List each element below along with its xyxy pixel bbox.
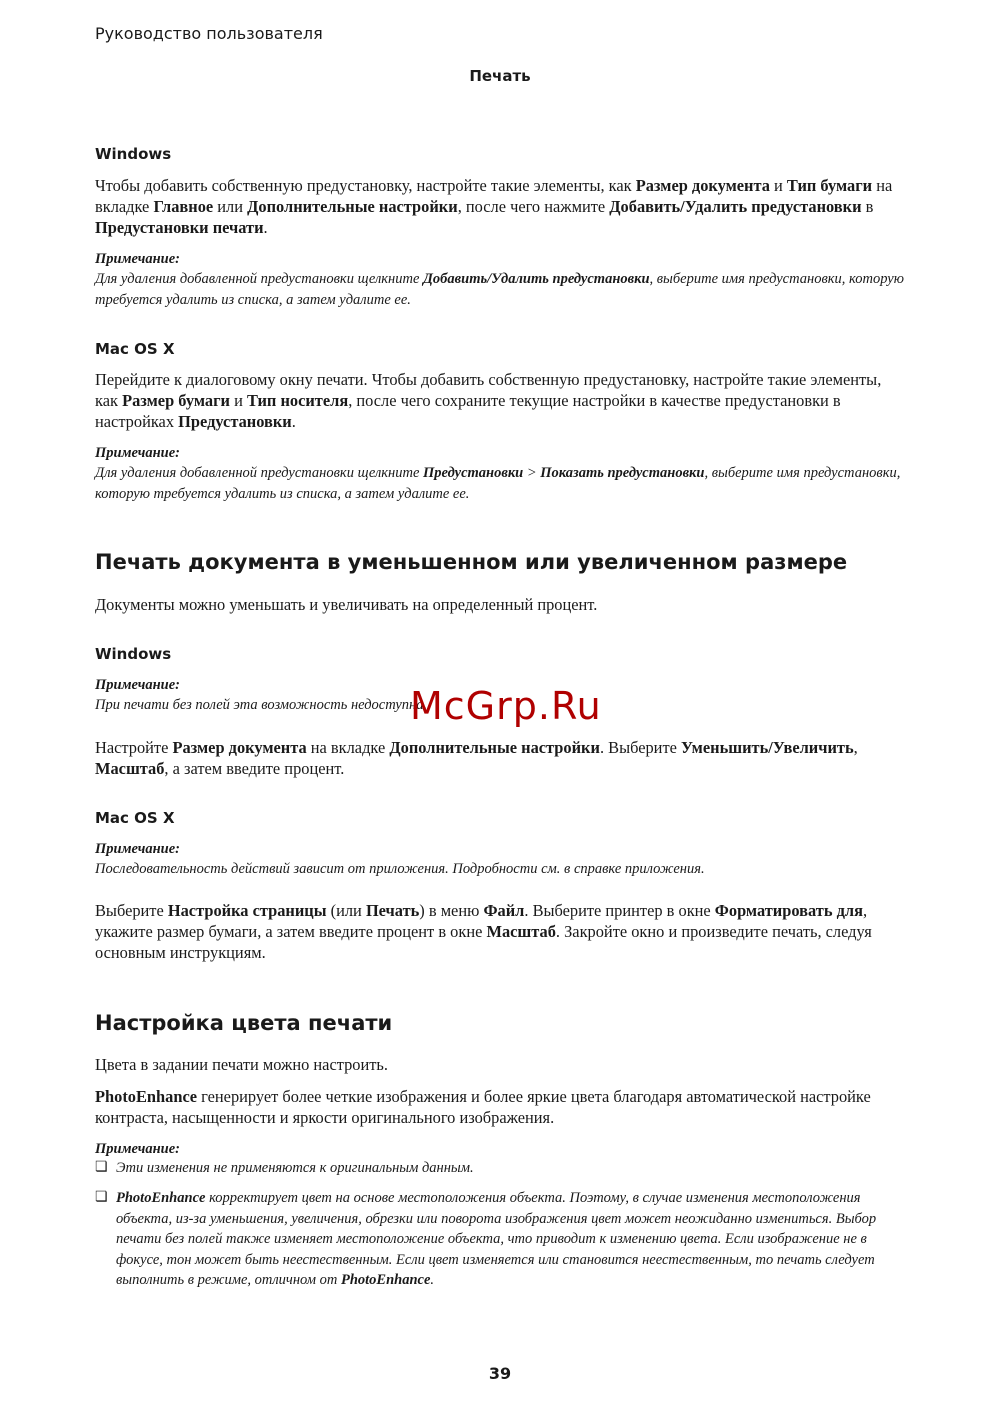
color-intro: Цвета в задании печати можно настроить. [95, 1055, 388, 1074]
resize-section-title: Печать документа в уменьшенном или увеличенном размере [95, 550, 848, 574]
guide-title: Руководство пользователя [95, 24, 323, 43]
color-paragraph: PhotoEnhance генерирует более четкие изображения и более яркие цвета благодаря автоматической настройке контраста, насыщенности и яркости оригинального изображения. [95, 1087, 871, 1127]
mac-note-label: Примечание: [95, 445, 181, 461]
resize-windows-heading: Windows [95, 645, 172, 663]
windows-note: Для удаления добавленной предустановки щелкните Добавить/Удалить предустановки, выберите имя предустановки, которую требуется удалить из списка, а затем удалите ее. [95, 271, 904, 308]
windows-paragraph: Чтобы добавить собственную предустановку, настройте такие элементы, как Размер документа и Тип бумаги на вкладке Главное или Дополнительные настройки, после чего нажмите Добавить/Удалить предустановки в Предустановки печати. [95, 176, 893, 237]
watermark: McGrp.Ru [410, 684, 602, 728]
page-number: 39 [488, 1364, 512, 1383]
resize-mac-note-label: Примечание: [95, 841, 181, 857]
resize-windows-note-label: Примечание: [95, 677, 181, 693]
color-note-bullet: ❏ Эти изменения не применяются к оригинальным данным. [95, 1158, 905, 1179]
color-note-bullet: ❏ PhotoEnhance корректирует цвет на основе местоположения объекта. Поэтому, в случае изменения местоположения объекта, из-за уменьшения, увеличения, обрезки или поворота изображения цвет может неожиданно измениться. Выбор печати без полей также изменяет местоположение объекта, что приводит к изменению цвета. Если изображение не в фокусе, тон может быть неестественным. Если цвет изменяется или становится неестественным, то печать следует выполнить в режиме, отличном от PhotoEnhance. [95, 1190, 877, 1288]
checkbox-bullet-icon: ❏ [95, 1190, 108, 1205]
mac-paragraph: Перейдите к диалоговому окну печати. Чтобы добавить собственную предустановку, настройте такие элементы, как Размер бумаги и Тип носителя, после чего сохраните текущие настройки в качестве предустановки в настройках Предустановки. [95, 370, 882, 431]
resize-windows-paragraph: Настройте Размер документа на вкладке Дополнительные настройки. Выберите Уменьшить/Увеличить, Масштаб, а затем введите процент. [95, 738, 858, 778]
resize-intro: Документы можно уменьшать и увеличивать на определенный процент. [95, 595, 598, 614]
mac-note: Для удаления добавленной предустановки щелкните Предустановки > Показать предустановки, выберите имя предустановки, которую требуется удалить из списка, а затем удалите ее. [95, 465, 901, 502]
resize-mac-paragraph: Выберите Настройка страницы (или Печать) в меню Файл. Выберите принтер в окне Форматировать для, укажите размер бумаги, а затем введите процент в окне Масштаб. Закройте окно и произведите печать, следуя основным инструкциям. [95, 901, 872, 962]
checkbox-bullet-icon: ❏ [95, 1160, 108, 1175]
section-title: Печать [469, 67, 531, 85]
resize-windows-note: При печати без полей эта возможность недоступна. [95, 697, 428, 713]
mac-heading: Mac OS X [95, 340, 175, 358]
windows-heading: Windows [95, 145, 172, 163]
resize-mac-heading: Mac OS X [95, 809, 175, 827]
color-section-title: Настройка цвета печати [95, 1011, 393, 1035]
color-note-label: Примечание: [95, 1141, 181, 1157]
windows-note-label: Примечание: [95, 251, 181, 267]
resize-mac-note: Последовательность действий зависит от приложения. Подробности см. в справке приложения. [95, 861, 705, 877]
